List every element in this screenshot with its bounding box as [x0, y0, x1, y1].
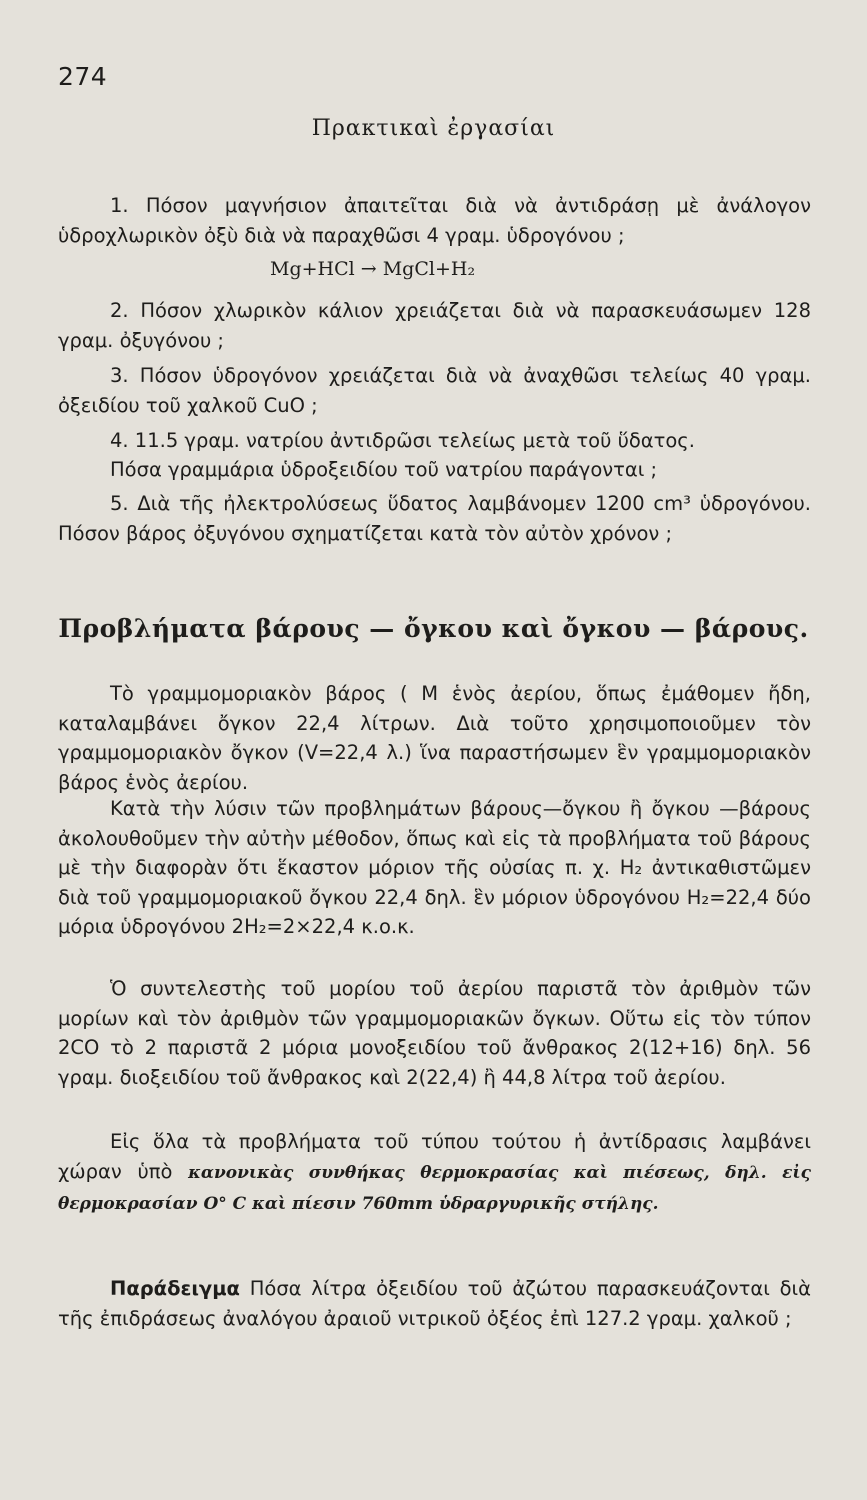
- standard-conditions-emphasis: κανονικὰς συνθήκας θερμοκρασίας καὶ πιέσεως, δηλ. εἰς θερμοκρασίαν O° C καὶ πίεσιν 760mm ὑδραργυρικῆς στήλης.: [58, 1162, 811, 1214]
- paragraph-conditions: [58, 1127, 811, 1220]
- page-number: 274: [58, 62, 108, 91]
- example-label: Παράδειγμα: [110, 1277, 240, 1300]
- chemical-equation: Mg+HCl → MgCl+H₂: [270, 258, 476, 280]
- example-paragraph: [58, 1274, 811, 1333]
- section-title: Πρακτικαὶ ἐργασίαι: [311, 116, 556, 141]
- exercise-4-line-2: Πόσα γραμμάρια ὑδροξειδίου τοῦ νατρίου παράγονται ;: [110, 458, 658, 481]
- conditions-text: Εἰς ὅλα τὰ προβλήματα τοῦ τύπου τούτου ἡ ἀντίδρασις λαμβάνει χώραν ὑπὸ: [58, 1130, 811, 1183]
- exercise-2: 2. Πόσον χλωρικὸν κάλιον χρειάζεται διὰ νὰ παρασκευάσωμεν 128 γραμ. ὀξυγόνου ;: [58, 299, 811, 352]
- problems-heading: Προβλήματα βάρους — ὄγκου καὶ ὄγκου — βάρους.: [58, 614, 809, 643]
- paragraph-method: Κατὰ τὴν λύσιν τῶν προβλημάτων βάρους—ὄγκου ἢ ὄγκου —βάρους ἀκολουθοῦμεν τὴν αὐτὴν μέθοδον, ὅπως καὶ εἰς τὰ προβλήματα τοῦ βάρους μὲ τὴν διαφορὰν ὅτι ἕκαστον μόριον τῆς οὐσίας π. χ. H₂ ἀντικαθιστῶμεν διὰ τοῦ γραμμομοριακοῦ ὄγκου 22,4 δηλ. ἓν μόριον ὑδρογόνου H₂=22,4 δύο μόρια ὑδρογόνου 2H₂=2×22,4 κ.ο.κ.: [58, 797, 811, 938]
- exercise-3: 3. Πόσον ὑδρογόνον χρειάζεται διὰ νὰ ἀναχθῶσι τελείως 40 γραμ. ὀξειδίου τοῦ χαλκοῦ CuO ;: [58, 364, 811, 417]
- paragraph-coefficient: Ὁ συντελεστὴς τοῦ μορίου τοῦ ἀερίου παριστᾶ τὸν ἀριθμὸν τῶν μορίων καὶ τὸν ἀριθμὸν τῶν γραμμομοριακῶν ὄγκων. Οὕτω εἰς τὸν τύπον 2CO τὸ 2 παριστᾶ 2 μόρια μονοξειδίου τοῦ ἄνθρακος 2(12+16) δηλ. 56 γραμ. διοξειδίου τοῦ ἄνθρακος καὶ 2(22,4) ἢ 44,8 λίτρα τοῦ ἀερίου.: [58, 977, 811, 1089]
- paragraph-molar-volume: Τὸ γραμμομοριακὸν βάρος ( M ἑνὸς ἀερίου, ὅπως ἐμάθομεν ἤδη, καταλαμβάνει ὄγκον 22,4 λίτρων. Διὰ τοῦτο χρησιμοποιοῦμεν τὸν γραμμομοριακὸν ὄγκον (V=22,4 λ.) ἵνα παραστήσωμεν ἓν γραμμομοριακὸν βάρος ἑνὸς ἀερίου.: [58, 682, 811, 794]
- exercise-5: 5. Διὰ τῆς ἠλεκτρολύσεως ὕδατος λαμβάνομεν 1200 cm³ ὑδρογόνου. Πόσον βάρος ὀξυγόνου σχηματίζεται κατὰ τὸν αὐτὸν χρόνον ;: [58, 492, 811, 545]
- exercise-1: 1. Πόσον μαγνήσιον ἀπαιτεῖται διὰ νὰ ἀντιδράσῃ μὲ ἀνάλογον ὑδροχλωρικὸν ὀξὺ διὰ νὰ παραχθῶσι 4 γραμ. ὑδρογόνου ;: [58, 194, 811, 247]
- exercise-4-line-1: 4. 11.5 γραμ. νατρίου ἀντιδρῶσι τελείως μετὰ τοῦ ὕδατος.: [110, 429, 695, 452]
- example-text: Πόσα λίτρα ὀξειδίου τοῦ ἀζώτου παρασκευάζονται διὰ τῆς ἐπιδράσεως ἀναλόγου ἀραιοῦ νιτρικοῦ ὀξέος ἐπὶ 127.2 γραμ. χαλκοῦ ;: [58, 1277, 811, 1330]
